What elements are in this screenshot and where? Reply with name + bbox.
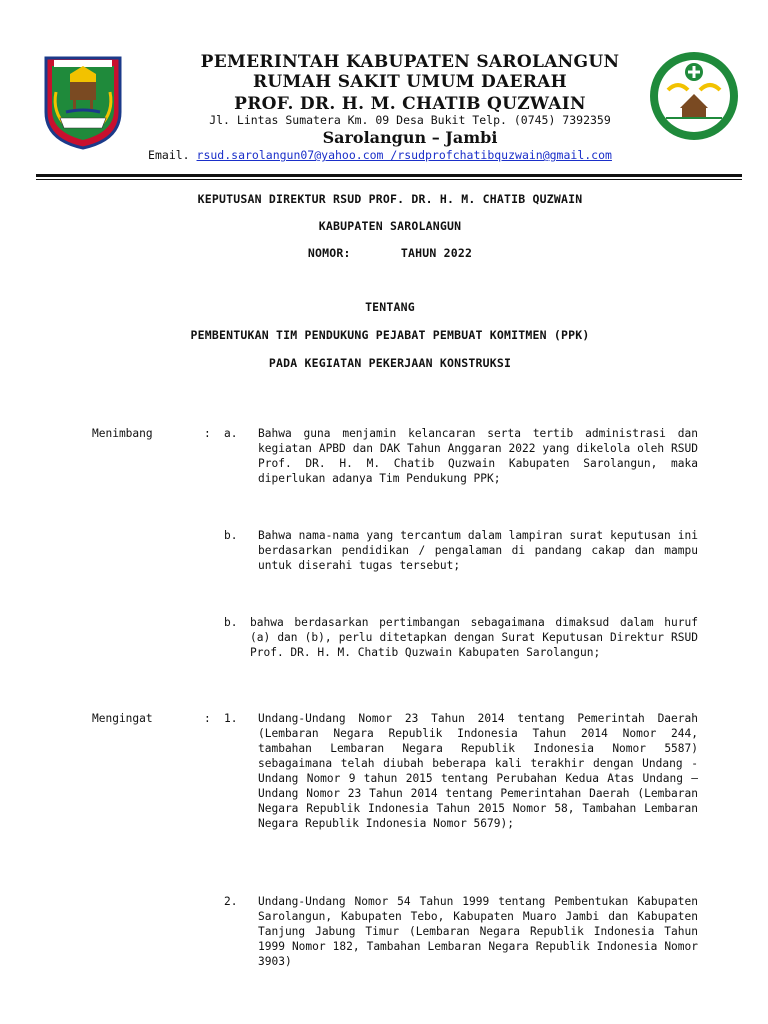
mengingat-label: Mengingat [92,712,153,725]
decree-title: KEPUTUSAN DIREKTUR RSUD PROF. DR. H. M. CHATIB QUZWAIN [197,192,583,206]
mengingat-text-2: Undang-Undang Nomor 54 Tahun 1999 tentang Pembentukan Kabupaten Sarolangun, Kabupaten Tebo, Kabupaten Muaro Jambi dan Kabupaten Tanjung Jabung Timur (Lembaran Negara Republik Indonesia Tahun 1999 Nomor 182, Tambahan Lembaran Negara Republik Indonesia Nomor 3903) [258,895,698,968]
menimbang-marker-2: b. [224,529,238,542]
menimbang-text-3: bahwa berdasarkan pertimbangan sebagaimana dimaksud dalam huruf (a) dan (b), perlu ditetapkan dengan Surat Keputusan Direktur RSUD Prof. DR. H. M. Chatib Quzwain Kabupaten Sarolangun; [250,616,698,659]
menimbang-marker-3: b. [224,616,238,629]
decree-subject-1: PEMBENTUKAN TIM PENDUKUNG PEJABAT PEMBUAT KOMITMEN (PPK) [190,328,590,342]
header-divider-thin [36,179,742,180]
header-government: PEMERINTAH KABUPATEN SAROLANGUN [200,52,620,72]
header-divider-thick [36,174,742,177]
decree-number-line [60,246,720,260]
decree-number-label: NOMOR: [307,246,351,260]
hospital-logo-icon [648,50,740,142]
header-hospital-type: RUMAH SAKIT UMUM DAERAH [252,72,568,92]
menimbang-text-1: Bahwa guna menjamin kelancaran serta tertib administrasi dan kegiatan APBD dan DAK Tahun Anggaran 2022 yang dikelola oleh RSUD Prof. DR. H. M. Chatib Quzwain Kabupaten Sarolangun, maka diperlukan adanya Tim Pendukung PPK; [258,427,698,485]
email-link[interactable]: rsud.sarolangun07@yahoo.com /rsudprofchatibquzwain@gmail.com [196,148,612,162]
decree-subject-2: PADA KEGIATAN PEKERJAAN KONSTRUKSI [268,356,512,370]
menimbang-text-2: Bahwa nama-nama yang tercantum dalam lampiran surat keputusan ini berdasarkan pendidikan / pengalaman di pandang cakap dan mampu untuk diserahi tugas tersebut; [258,529,698,572]
header-email-line [100,148,660,162]
header-hospital-name: PROF. DR. H. M. CHATIB QUZWAIN [234,94,586,114]
mengingat-text-1: Undang-Undang Nomor 23 Tahun 2014 tentang Pemerintah Daerah (Lembaran Negara Republik Indonesia Tahun 2014 Nomor 244, tambahan Lembaran Negara Republik Indonesia Nomor 5587) sebagaimana telah diubah beberapa kali terakhir dengan Undang - Undang Nomor 9 tahun 2015 tentang Perubahan Kedua Atas Undang – Undang Nomor 23 Tahun 2014 tentang Pemerintahan Daerah (Lembaran Negara Republik Indonesia Tahun 2015 Nomor 58, Tambahan Lembaran Negara Republik Indonesia Nomor 5679); [258,712,698,830]
mengingat-colon: : [204,712,211,725]
email-label: Email. [148,148,190,162]
menimbang-colon: : [204,427,211,440]
mengingat-marker-1: 1. [224,712,238,725]
header-city: Sarolangun – Jambi [322,128,498,147]
decree-regency: KABUPATEN SAROLANGUN [318,219,462,233]
decree-tentang: TENTANG [365,300,415,314]
menimbang-label: Menimbang [92,427,153,440]
header-address: Jl. Lintas Sumatera Km. 09 Desa Bukit Telp. (0745) 7392359 [209,113,611,127]
mengingat-marker-2: 2. [224,895,238,908]
menimbang-marker-1: a. [224,427,238,440]
letterhead [0,0,768,180]
regency-emblem-icon [40,52,126,152]
decree-year: TAHUN 2022 [400,246,473,260]
